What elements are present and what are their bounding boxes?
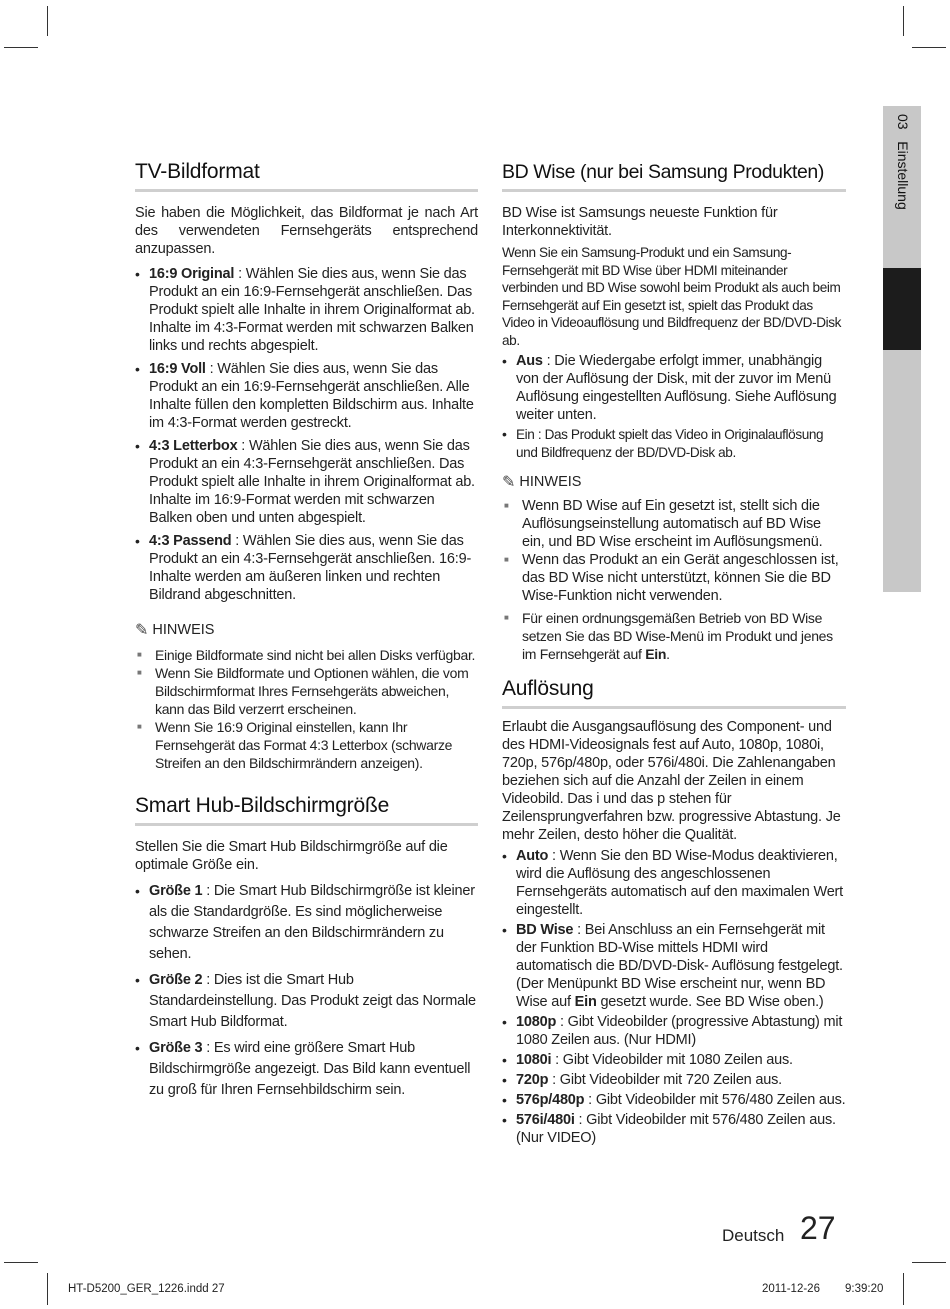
tv-format-list [135,265,478,604]
list-item: • 4:3 Letterbox : Wählen Sie dies aus, wenn Sie das Produkt an ein 4:3-Fernsehgerät anschließen. Das Produkt spielt alle Inhalte in ihrem Originalformat ab. Inhalte im 16:9-Format werden mit schwarzen Balken oben und unten abgespielt. [135,437,478,527]
list-item: • Aus : Die Wiedergabe erfolgt immer, unabhängig von der Auflösung der Disk, mit der zuvor im Menü Auflösung eingestellten Auflösung. Siehe Auflösung weiter unten. [502,352,846,424]
note-item: ■ Einige Bildformate sind nicht bei allen Disks verfügbar. [135,646,478,664]
pencil-icon: ✎ [135,622,149,639]
section-heading-tv-format: TV-Bildformat [135,160,478,192]
smart-hub-intro: Stellen Sie die Smart Hub Bildschirmgröße auf die optimale Größe ein. [135,839,448,873]
chapter-tab-marker [883,268,921,350]
slug-filename: HT-D5200_GER_1226.indd 27 [68,1283,225,1295]
section-heading-resolution: Auflösung [502,677,846,709]
list-item: • 1080i : Gibt Videobilder mit 1080 Zeilen aus. [502,1051,846,1069]
crop-mark [4,1262,38,1263]
list-item: • Ein : Das Produkt spielt das Video in Originalauflösung und Bildfrequenz der BD/DVD-Disk ab. [502,426,846,461]
note-item: ■ Wenn Sie 16:9 Original einstellen, kann Ihr Fernsehgerät das Format 4:3 Letterbox (schwarze Streifen an den Bildschirmrändern anzeigen). [135,718,478,772]
note-item: ■ Wenn das Produkt an ein Gerät angeschlossen ist, das BD Wise nicht unterstützt, können Sie die BD Wise-Funktion nicht verwenden. [502,551,846,605]
bd-wise-description: Wenn Sie ein Samsung-Produkt und ein Samsung-Fernsehgerät mit BD Wise über HDMI miteinander verbinden und BD Wise sowohl beim Produkt als auch beim Fernsehgerät auf Ein gesetzt ist, spielt das Produkt das Video in Videoauflösung und Bildfrequenz der BD/DVD-Disk ab. [502,245,842,348]
list-item: • Größe 1 : Die Smart Hub Bildschirmgröße ist kleiner als die Standardgröße. Es sind möglicherweise schwarze Streifen an den Bildschirmrändern zu sehen. [135,881,478,965]
tv-format-notes [135,646,478,772]
slug-date: 2011-12-26 [762,1283,820,1295]
bd-wise-notes [502,497,846,663]
list-item: • 16:9 Original : Wählen Sie dies aus, wenn Sie das Produkt an ein 16:9-Fernsehgerät anschließen. Das Produkt spielt alle Inhalte in ihrem Originalformat ab. Inhalte im 4:3-Format werden mit schwarzen Balken links und rechts abgespielt. [135,265,478,355]
note-item: ■ Für einen ordnungsgemäßen Betrieb von BD Wise setzen Sie das BD Wise-Menü im Produkt und jenes im Fernsehgerät auf Ein. [502,609,846,663]
chapter-title: Einstellung [895,141,911,210]
crop-mark [47,6,48,36]
list-item: • 720p : Gibt Videobilder mit 720 Zeilen aus. [502,1071,846,1089]
pencil-icon: ✎ [502,474,516,491]
left-column [135,160,478,1101]
list-item: • BD Wise : Bei Anschluss an ein Fernsehgerät mit der Funktion BD-Wise mittels HDMI wird automatisch die BD/DVD-Disk- Auflösung festgelegt. (Der Menüpunkt BD Wise erscheint nur, wenn BD Wise auf Ein gesetzt wurde. See BD Wise oben.) [502,921,846,1011]
section-heading-bd-wise: BD Wise (nur bei Samsung Produkten) [502,161,846,192]
crop-mark [912,1262,946,1263]
crop-mark [47,1273,48,1305]
smart-hub-list [135,881,478,1101]
note-heading: ✎ HINWEIS [135,622,215,639]
crop-mark [903,1273,904,1305]
section-heading-smart-hub: Smart Hub-Bildschirmgröße [135,794,478,826]
list-item: • Größe 2 : Dies ist die Smart Hub Standardeinstellung. Das Produkt zeigt das Normale Smart Hub Bildformat. [135,970,478,1033]
list-item: • 576i/480i : Gibt Videobilder mit 576/480 Zeilen aus. (Nur VIDEO) [502,1111,846,1147]
list-item: • 4:3 Passend : Wählen Sie dies aus, wenn Sie das Produkt an ein 4:3-Fernsehgerät anschließen. 16:9-Inhalte werden am äußeren linken und rechten Bildrand abgeschnitten. [135,532,478,604]
list-item: • 16:9 Voll : Wählen Sie dies aus, wenn Sie das Produkt an ein 16:9-Fernsehgerät anschließen. Alle Inhalte füllen den kompletten Bildschirm aus. Inhalte im 4:3-Format werden gestreckt. [135,360,478,432]
list-item: • 1080p : Gibt Videobilder (progressive Abtastung) mit 1080 Zeilen aus. (Nur HDMI) [502,1013,846,1049]
chapter-label [895,114,911,210]
list-item: • Auto : Wenn Sie den BD Wise-Modus deaktivieren, wird die Auflösung des angeschlossenen Fernsehgeräts automatisch auf den maximalen Wert eingestellt. [502,847,846,919]
slug-time: 9:39:20 [845,1283,884,1295]
resolution-intro: Erlaubt die Ausgangsauflösung des Component- und des HDMI-Videosignals fest auf Auto, 1080p, 1080i, 720p, 576p/480p, oder 576i/480i. Die Zahlenangaben beziehen sich auf die Anzahl der Zeilen in einem Videobild. Das i und das p stehen für Zeilensprungverfahren bzw. progressive Abtastung. Je mehr Zeilen, desto höher die Qualität. [502,719,841,843]
footer-language: Deutsch [722,1226,785,1245]
crop-mark [903,6,904,36]
bd-wise-list-ein [502,426,846,461]
resolution-list [502,847,846,1147]
bd-wise-list [502,352,846,424]
list-item: • Größe 3 : Es wird eine größere Smart Hub Bildschirmgröße angezeigt. Das Bild kann eventuell zu groß für Ihren Fernsehbildschirm sein. [135,1038,478,1101]
crop-mark [912,47,946,48]
note-item: ■ Wenn BD Wise auf Ein gesetzt ist, stellt sich die Auflösungseinstellung automatisch auf BD Wise ein, und BD Wise erscheint im Auflösungsmenü. [502,497,846,551]
chapter-number: 03 [895,114,911,130]
bd-wise-intro: BD Wise ist Samsungs neueste Funktion für Interkonnektivität. [502,205,778,239]
tv-format-intro: Sie haben die Möglichkeit, das Bildformat je nach Art des verwendeten Fernsehgeräts entsprechend anzupassen. [135,205,478,257]
page-number: 27 [800,1210,836,1246]
list-item: • 576p/480p : Gibt Videobilder mit 576/480 Zeilen aus. [502,1091,846,1109]
crop-mark [4,47,38,48]
note-heading: ✎ HINWEIS [502,474,582,491]
chapter-tab [883,106,921,592]
note-item: ■ Wenn Sie Bildformate und Optionen wählen, die vom Bildschirmformat Ihres Fernsehgeräts abweichen, kann das Bild verzerrt erscheinen. [135,664,478,718]
right-column [502,161,846,1147]
